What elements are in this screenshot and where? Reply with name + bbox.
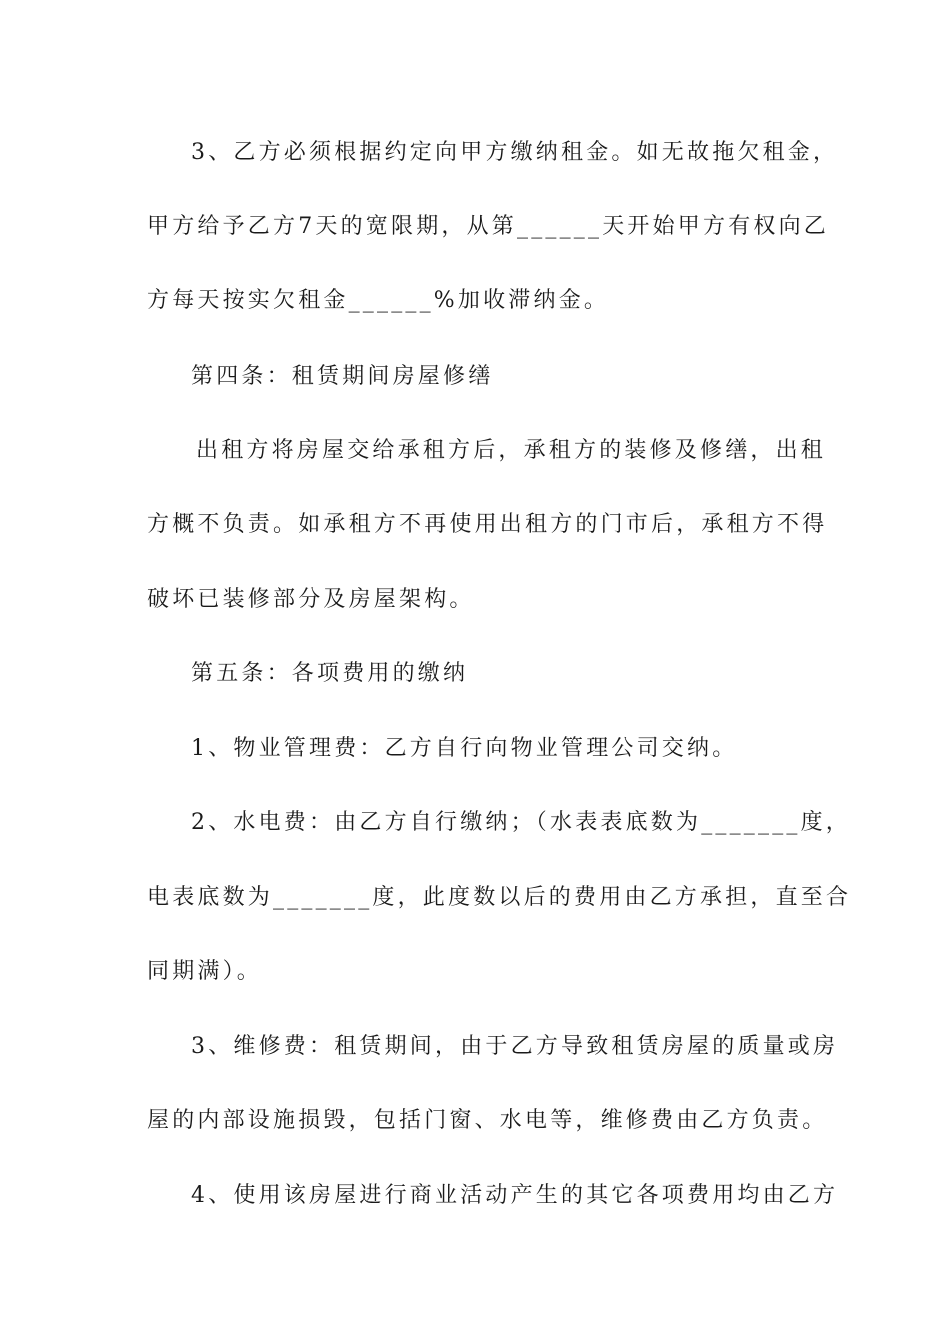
paragraph-line: 3、维修费：租赁期间，由于乙方导致租赁房屋的质量或房 [191, 1034, 839, 1059]
paragraph-line: 电表底数为_______度，此度数以后的费用由乙方承担，直至合 [147, 885, 852, 910]
paragraph-line: 屋的内部设施损毁，包括门窗、水电等，维修费由乙方负责。 [147, 1108, 828, 1133]
paragraph-line: 方每天按实欠租金______%加收滞纳金。 [147, 288, 610, 313]
paragraph-line: 破坏已装修部分及房屋架构。 [147, 587, 475, 612]
paragraph-line: 2、水电费：由乙方自行缴纳；（水表表底数为_______度， [191, 810, 851, 835]
paragraph-line: 方概不负责。如承租方不再使用出租方的门市后，承租方不得 [147, 512, 828, 537]
section-heading: 第四条：租赁期间房屋修缮 [191, 364, 494, 389]
paragraph-line: 出租方将房屋交给承租方后，承租方的装修及修缮，出租 [196, 438, 827, 463]
paragraph-line: 1、物业管理费：乙方自行向物业管理公司交纳。 [191, 736, 738, 761]
paragraph-line: 甲方给予乙方7天的宽限期，从第______天开始甲方有权向乙 [147, 214, 829, 239]
section-heading: 第五条：各项费用的缴纳 [191, 661, 469, 686]
paragraph-line: 4、使用该房屋进行商业活动产生的其它各项费用均由乙方 [191, 1183, 839, 1208]
paragraph-line: 3、乙方必须根据约定向甲方缴纳租金。如无故拖欠租金， [191, 140, 839, 165]
paragraph-line: 同期满）。 [147, 959, 263, 984]
